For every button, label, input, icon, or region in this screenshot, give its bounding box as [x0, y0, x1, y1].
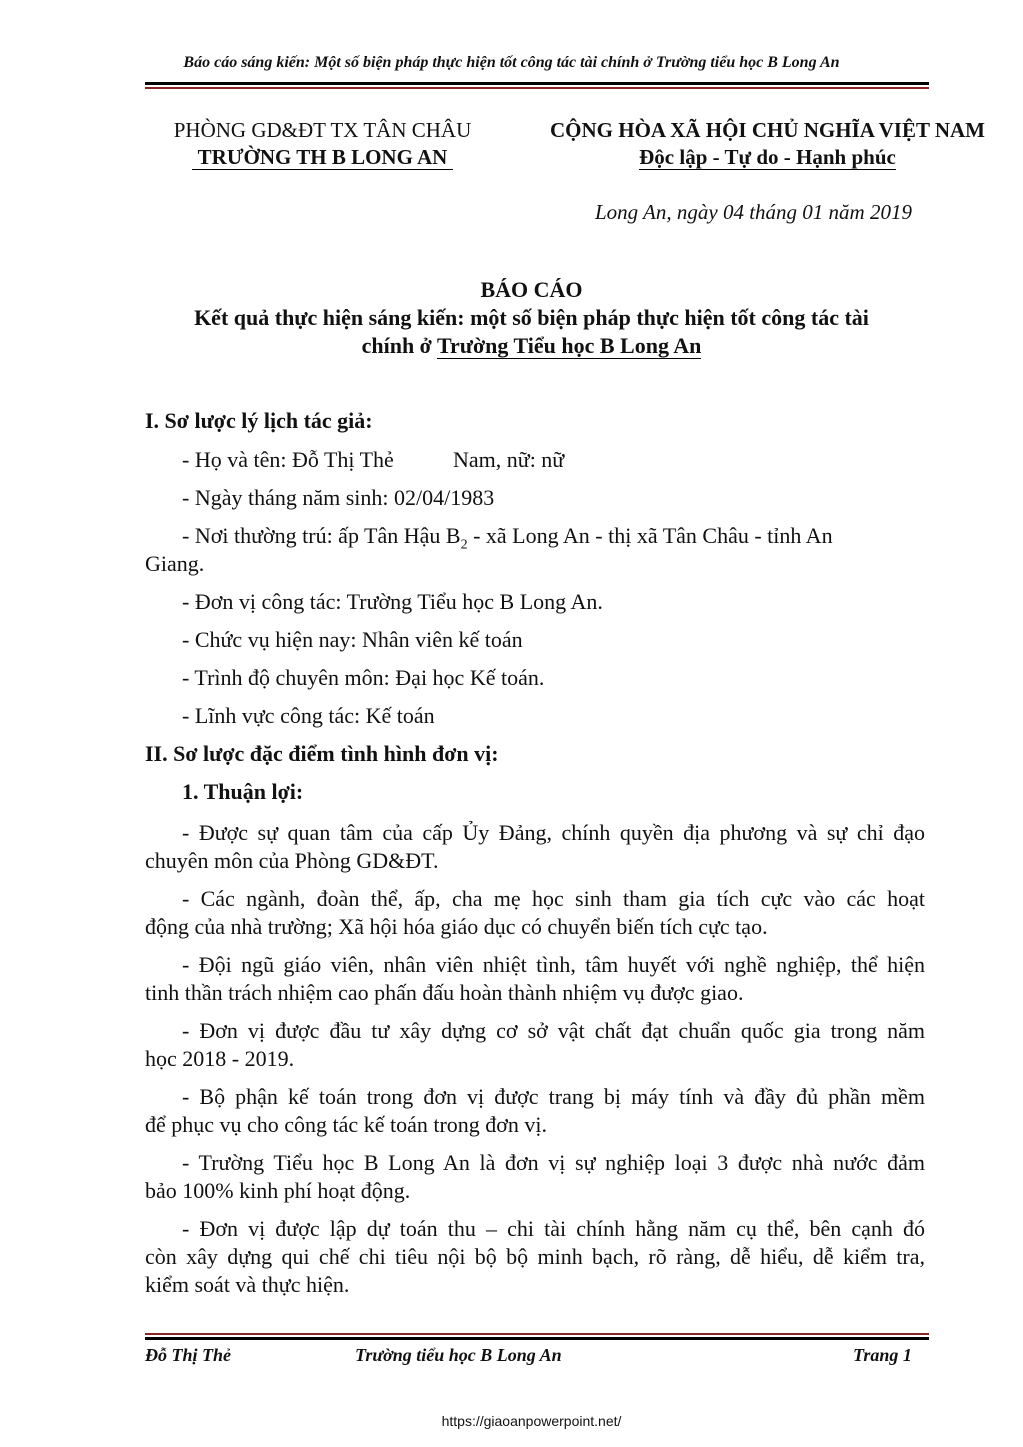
report-title: BÁO CÁO [480, 277, 583, 302]
report-subtitle-line2 [0, 332, 1023, 360]
advantage-5-line1: - Bộ phận kế toán trong đơn vị được trang bị máy tính và đầy đủ phần mềm [182, 1084, 925, 1109]
watermark-url: https://giaoanpowerpoint.net/ [441, 1413, 622, 1429]
advantage-4-line2: học 2018 - 2019. [145, 1046, 295, 1071]
author-birthdate: - Ngày tháng năm sinh: 02/04/1983 [182, 485, 495, 510]
advantages-heading: 1. Thuận lợi: [182, 779, 304, 804]
footer-school: Trường tiểu học B Long An [355, 1345, 562, 1365]
national-motto [520, 143, 1015, 171]
advantage-7-line2: còn xây dựng qui chế chi tiêu nội bộ bộ minh bạch, rõ ràng, dễ hiểu, dễ kiểm tra, [145, 1244, 925, 1269]
footer-rule-thick [145, 1337, 929, 1340]
subtitle-prefix: chính ở [361, 333, 437, 358]
author-residence-cont: Giang. [145, 551, 205, 576]
author-name: - Họ và tên: Đỗ Thị Thẻ [182, 447, 394, 472]
footer-rule-red [145, 1333, 929, 1335]
author-gender: Nam, nữ: nữ [453, 447, 565, 472]
advantage-1-line2: chuyên môn của Phòng GD&ĐT. [145, 848, 439, 873]
advantage-3-line2: tinh thần trách nhiệm cao phấn đấu hoàn thành nhiệm vụ được giao. [145, 980, 744, 1005]
advantage-7-line1: - Đơn vị được lập dự toán thu – chi tài chính hằng năm cụ thể, bên cạnh đó [182, 1216, 925, 1241]
footer-page-number: Trang 1 [853, 1345, 912, 1365]
school-name [150, 143, 495, 171]
header-rule-red [145, 87, 929, 89]
advantage-1-line1: - Được sự quan tâm của cấp Ủy Đảng, chính quyền địa phương và sự chỉ đạo [182, 820, 925, 845]
report-subtitle-line1: Kết quả thực hiện sáng kiến: một số biện pháp thực hiện tốt công tác tài [194, 305, 869, 330]
advantage-4-line1: - Đơn vị được đầu tư xây dựng cơ sở vật chất đạt chuẩn quốc gia trong năm [182, 1018, 925, 1043]
agency-name: PHÒNG GD&ĐT TX TÂN CHÂU [173, 118, 472, 142]
running-header: Báo cáo sáng kiến: Một số biện pháp thực hiện tốt công tác tài chính ở Trường tiểu học B Long An [183, 54, 840, 71]
advantage-6-line1: - Trường Tiểu học B Long An là đơn vị sự nghiệp loại 3 được nhà nước đảm [182, 1150, 925, 1175]
section2-heading: II. Sơ lược đặc điểm tình hình đơn vị: [145, 741, 499, 766]
section1-heading: I. Sơ lược lý lịch tác giả: [145, 408, 373, 433]
author-field: - Lĩnh vực công tác: Kế toán [182, 703, 435, 728]
republic-name: CỘNG HÒA XÃ HỘI CHỦ NGHĨA VIỆT NAM [549, 118, 986, 142]
subtitle-underlined: Trường Tiểu học B Long An [436, 333, 702, 358]
header-rule-thick [145, 82, 929, 85]
author-position: - Chức vụ hiện nay: Nhân viên kế toán [182, 627, 523, 652]
advantage-7-line3: kiểm soát và thực hiện. [145, 1272, 350, 1297]
advantage-2-line2: động của nhà trường; Xã hội hóa giáo dục có chuyển biến tích cực tạo. [145, 914, 768, 939]
advantage-6-line2: bảo 100% kinh phí hoạt động. [145, 1178, 411, 1203]
author-unit: - Đơn vị công tác: Trường Tiểu học B Long An. [182, 589, 603, 614]
author-residence [182, 522, 833, 559]
author-qualification: - Trình độ chuyên môn: Đại học Kế toán. [182, 665, 545, 690]
advantage-3-line1: - Đội ngũ giáo viên, nhân viên nhiệt tình, tâm huyết với nghề nghiệp, thể hiện [182, 952, 925, 977]
footer-author: Đỗ Thị Thẻ [145, 1345, 232, 1365]
date-line: Long An, ngày 04 tháng 01 năm 2019 [595, 200, 912, 224]
residence-part2: - xã Long An - thị xã Tân Châu - tỉnh An [467, 523, 833, 548]
advantage-5-line2: để phục vụ cho công tác kế toán trong đơn vị. [145, 1112, 548, 1137]
advantage-2-line1: - Các ngành, đoàn thể, ấp, cha mẹ học sinh tham gia tích cực vào các hoạt [182, 886, 925, 911]
residence-part1: - Nơi thường trú: ấp Tân Hậu B [182, 523, 461, 548]
school-name-text: TRƯỜNG TH B LONG AN [192, 145, 454, 170]
national-motto-text: Độc lập - Tự do - Hạnh phúc [639, 145, 896, 169]
residence-subscript: 2 [460, 537, 468, 553]
